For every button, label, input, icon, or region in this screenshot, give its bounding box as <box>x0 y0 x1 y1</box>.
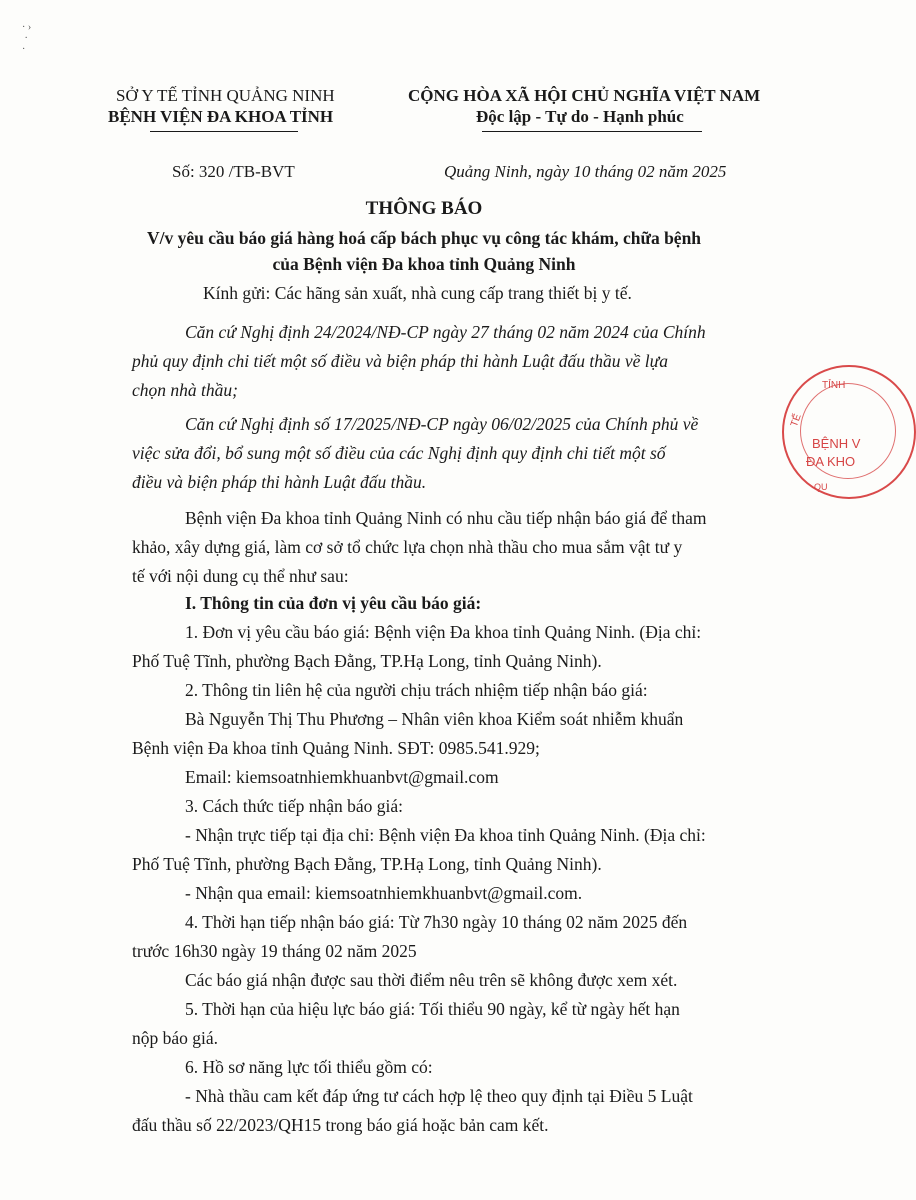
subject-line-2: của Bệnh viện Đa khoa tỉnh Quảng Ninh <box>272 254 576 274</box>
seal-text-top: TỈNH <box>822 380 846 391</box>
seal-text-middle-2: ĐA KHO <box>806 454 856 469</box>
issuer-department: SỞ Y TẾ TỈNH QUẢNG NINH <box>116 86 335 105</box>
item-1-line-2: Phố Tuệ Tĩnh, phường Bạch Đằng, TP.Hạ Long, tỉnh Quảng Ninh). <box>132 651 602 671</box>
item-3-line-1: - Nhận trực tiếp tại địa chỉ: Bệnh viện Đa khoa tỉnh Quảng Ninh. (Địa chỉ: <box>185 825 706 845</box>
intro-line-1: Bệnh viện Đa khoa tỉnh Quảng Ninh có nhu cầu tiếp nhận báo giá để tham <box>185 508 707 528</box>
item-5-line-2: nộp báo giá. <box>132 1028 219 1048</box>
item-2-line-2: Bà Nguyễn Thị Thu Phương – Nhân viên khoa Kiểm soát nhiễm khuẩn <box>185 709 684 729</box>
item-2-line-1: 2. Thông tin liên hệ của người chịu trách nhiệm tiếp nhận báo giá: <box>185 680 648 700</box>
subject-line-1: V/v yêu cầu báo giá hàng hoá cấp bách phục vụ công tác khám, chữa bệnh <box>146 228 702 248</box>
scan-marks: · › · · <box>22 22 32 55</box>
issuer-hospital: BỆNH VIỆN ĐA KHOA TỈNH <box>108 107 334 126</box>
legal-basis-2-line-2: việc sửa đổi, bổ sung một số điều của các Nghị định quy định chi tiết một số <box>132 443 666 463</box>
item-2-line-3: Bệnh viện Đa khoa tỉnh Quảng Ninh. SĐT: 0985.541.929; <box>132 738 540 758</box>
recipient-line: Kính gửi: Các hãng sản xuất, nhà cung cấp trang thiết bị y tế. <box>203 283 632 303</box>
legal-basis-2-line-3: điều và biện pháp thi hành Luật đấu thầu. <box>132 472 427 492</box>
seal-text-bottom: QU <box>814 482 828 492</box>
item-6-title: 6. Hồ sơ năng lực tối thiểu gồm có: <box>185 1057 433 1077</box>
item-4-note: Các báo giá nhận được sau thời điểm nêu trên sẽ không được xem xét. <box>185 970 678 990</box>
seal-text-middle-1: BỆNH V <box>812 436 861 451</box>
item-2-email: Email: kiemsoatnhiemkhuanbvt@gmail.com <box>185 767 499 787</box>
seal-text-side: TẾ <box>789 412 804 429</box>
intro-line-3: tế với nội dung cụ thể như sau: <box>132 566 349 586</box>
item-6-line-1: - Nhà thầu cam kết đáp ứng tư cách hợp lệ theo quy định tại Điều 5 Luật <box>185 1086 693 1106</box>
legal-basis-1-line-3: chọn nhà thầu; <box>132 380 238 400</box>
place-date: Quảng Ninh, ngày 10 tháng 02 năm 2025 <box>444 162 727 181</box>
item-4-line-1: 4. Thời hạn tiếp nhận báo giá: Từ 7h30 ngày 10 tháng 02 năm 2025 đến <box>185 912 688 932</box>
national-title: CỘNG HÒA XÃ HỘI CHỦ NGHĨA VIỆT NAM <box>408 86 761 105</box>
item-3-line-2: Phố Tuệ Tĩnh, phường Bạch Đằng, TP.Hạ Long, tỉnh Quảng Ninh). <box>132 854 602 874</box>
national-motto: Độc lập - Tự do - Hạnh phúc <box>476 107 684 126</box>
item-6-line-2: đấu thầu số 22/2023/QH15 trong báo giá hoặc bản cam kết. <box>132 1115 549 1135</box>
item-5-line-1: 5. Thời hạn của hiệu lực báo giá: Tối thiểu 90 ngày, kể từ ngày hết hạn <box>185 999 680 1019</box>
intro-line-2: khảo, xây dựng giá, làm cơ sở tổ chức lựa chọn nhà thầu cho mua sắm vật tư y <box>132 537 683 557</box>
document-title: THÔNG BÁO <box>365 198 483 219</box>
item-4-line-2: trước 16h30 ngày 19 tháng 02 năm 2025 <box>132 941 417 961</box>
document-number: Số: 320 /TB-BVT <box>172 162 295 181</box>
item-1-line-1: 1. Đơn vị yêu cầu báo giá: Bệnh viện Đa khoa tỉnh Quảng Ninh. (Địa chỉ: <box>185 622 702 642</box>
item-3-title: 3. Cách thức tiếp nhận báo giá: <box>185 796 403 816</box>
issuer-underline <box>150 131 298 132</box>
section-1-title: I. Thông tin của đơn vị yêu cầu báo giá: <box>185 593 482 613</box>
legal-basis-2-line-1: Căn cứ Nghị định số 17/2025/NĐ-CP ngày 06/02/2025 của Chính phủ về <box>185 414 699 434</box>
item-3-email: - Nhận qua email: kiemsoatnhiemkhuanbvt@gmail.com. <box>185 883 583 903</box>
legal-basis-1-line-2: phủ quy định chi tiết một số điều và biện pháp thi hành Luật đấu thầu về lựa <box>132 351 668 371</box>
motto-underline <box>482 131 702 132</box>
legal-basis-1-line-1: Căn cứ Nghị định 24/2024/NĐ-CP ngày 27 tháng 02 năm 2024 của Chính <box>185 322 706 342</box>
